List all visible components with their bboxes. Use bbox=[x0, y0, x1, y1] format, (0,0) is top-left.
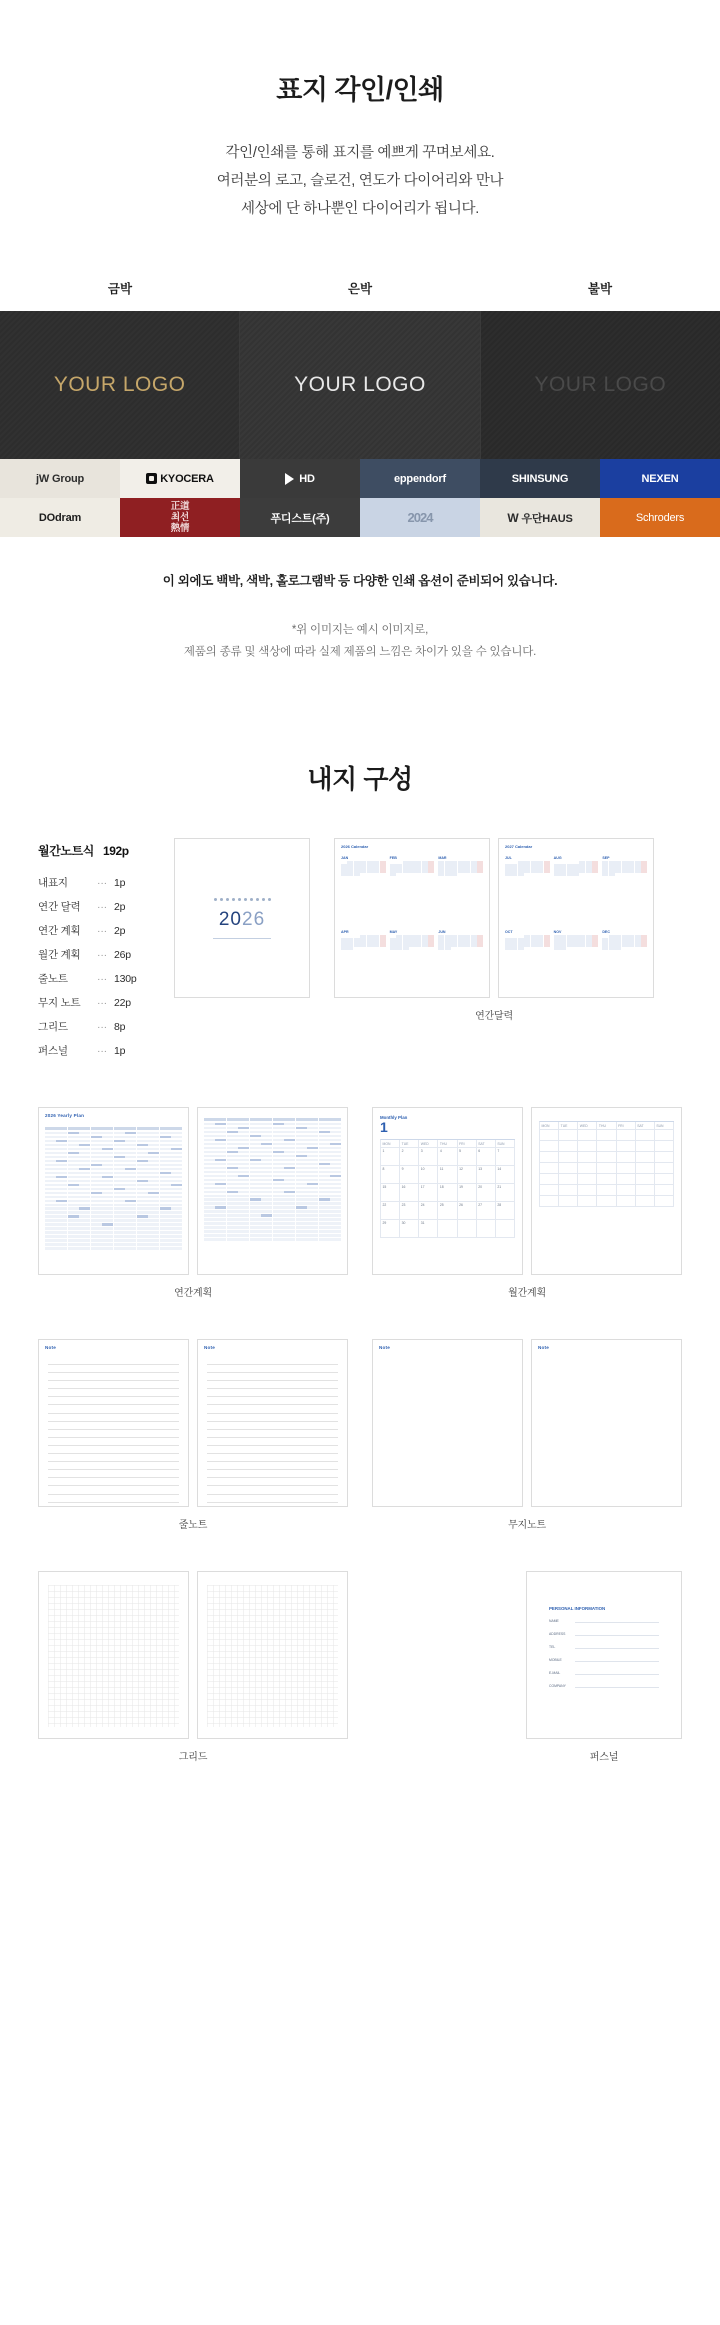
foil-label-silver: 은박 bbox=[347, 282, 373, 296]
inner-cover-content bbox=[175, 839, 309, 997]
monthly-calendar-grid-right bbox=[539, 1121, 674, 1207]
brand-logo-jw-group bbox=[0, 459, 120, 498]
preview-row-3 bbox=[38, 1339, 682, 1531]
preview-grid-note-left bbox=[38, 1571, 189, 1739]
section-inner-title: 내지 구성 bbox=[307, 764, 413, 794]
inner-cover-year-prefix: 20 bbox=[218, 908, 242, 930]
brand-logo-foodist bbox=[240, 498, 360, 537]
personal-field-row bbox=[549, 1632, 659, 1636]
brand-logo-dodram bbox=[0, 498, 120, 537]
brand-text-woodan: 우단HAUS bbox=[521, 512, 573, 525]
mini-month bbox=[505, 930, 550, 998]
foil-sample-gold bbox=[0, 311, 240, 459]
spec-row-dots: ··· bbox=[97, 1020, 107, 1033]
brand-sample-grid bbox=[0, 459, 720, 537]
preview-year-calendar-right bbox=[498, 838, 654, 998]
mini-month bbox=[554, 930, 599, 998]
spec-row-value: 2p bbox=[114, 924, 126, 937]
weekday-mon: MON bbox=[540, 1122, 559, 1130]
spec-row bbox=[38, 1019, 150, 1034]
preview-blank-note-left bbox=[372, 1339, 523, 1507]
preview-lined-note-right bbox=[197, 1339, 348, 1507]
preview-inner-cover bbox=[174, 838, 310, 998]
preview-personal-block bbox=[372, 1571, 682, 1763]
year-calendar-title-left: 2026 Calendar bbox=[341, 844, 369, 849]
mini-month-grid bbox=[390, 861, 435, 876]
personal-field-label: COMPANY bbox=[549, 1684, 566, 1688]
weekday-sat: SAT bbox=[477, 1140, 496, 1148]
preview-caption: 연간달력 bbox=[475, 1011, 513, 1022]
preview-monthly-plan-block bbox=[372, 1107, 682, 1299]
blank-note-title-right: Note bbox=[538, 1345, 550, 1350]
weekday-tue: TUE bbox=[559, 1122, 578, 1130]
mini-month-grid bbox=[438, 861, 483, 876]
mini-month-label: APR bbox=[341, 930, 349, 934]
weekday-sun: SUN bbox=[655, 1122, 674, 1130]
mini-month-grid bbox=[554, 935, 599, 950]
mini-month bbox=[554, 856, 599, 926]
weekday-fri: FRI bbox=[617, 1122, 636, 1130]
spec-row-dots: ··· bbox=[97, 948, 107, 961]
preview-caption: 그리드 bbox=[178, 1752, 208, 1763]
brand-logo-woodan-haus bbox=[480, 498, 600, 537]
monthly-week-row bbox=[540, 1163, 674, 1174]
spec-title-label: 월간노트식 bbox=[38, 844, 94, 858]
preview-blank-note-block bbox=[372, 1339, 682, 1531]
monthly-week-row bbox=[540, 1185, 674, 1196]
spec-row bbox=[38, 1043, 150, 1058]
monthly-weekday-header-row bbox=[540, 1122, 674, 1130]
annual-plan-title: 2026 Yearly Plan bbox=[45, 1113, 85, 1118]
decorative-dots-icon bbox=[214, 898, 271, 901]
mini-month bbox=[438, 930, 483, 998]
spec-row-value: 26p bbox=[114, 948, 131, 961]
spec-row-label: 무지 노트 bbox=[38, 997, 81, 1009]
inner-preview-grid bbox=[0, 796, 720, 1763]
spec-title bbox=[38, 842, 150, 859]
brand-text-nexen: NEXEN bbox=[641, 472, 679, 485]
annual-plan-table bbox=[39, 1118, 188, 1257]
woodan-w-icon: W bbox=[507, 510, 519, 525]
foil-label-black: 불박 bbox=[587, 282, 613, 296]
mini-month-grid bbox=[554, 861, 599, 876]
lined-note-rules-right bbox=[198, 1350, 347, 1507]
preview-caption: 연간계획 bbox=[174, 1288, 212, 1299]
mini-month-label: FEB bbox=[389, 856, 397, 860]
preview-blank-note-right bbox=[531, 1339, 682, 1507]
mini-month bbox=[341, 856, 386, 926]
mini-month-grid bbox=[505, 935, 550, 950]
spec-row-dots: ··· bbox=[97, 1044, 107, 1057]
section-cover-engraving bbox=[0, 0, 720, 663]
mini-month-grid bbox=[602, 861, 647, 876]
monthly-week-row: 15 16 17 18 19 20 21 bbox=[381, 1184, 515, 1202]
mini-month bbox=[505, 856, 550, 926]
spec-row-value: 1p bbox=[114, 876, 126, 889]
spec-row-label: 연간 계획 bbox=[38, 925, 81, 937]
preview-grid-note-right bbox=[197, 1571, 348, 1739]
preview-monthly-plan-left bbox=[372, 1107, 523, 1275]
preview-lined-note-block bbox=[38, 1339, 348, 1531]
preview-lined-note-spread bbox=[38, 1339, 348, 1507]
spec-row-label: 연간 달력 bbox=[38, 901, 81, 913]
brand-logo-eppendorf bbox=[360, 459, 480, 498]
preview-personal-page bbox=[526, 1571, 682, 1739]
year-calendar-months-left bbox=[335, 849, 489, 998]
brand-logo-kyocera bbox=[120, 459, 240, 498]
preview-monthly-plan-right bbox=[531, 1107, 682, 1275]
mini-month-label: JUN bbox=[438, 930, 446, 934]
mini-month-grid bbox=[341, 935, 386, 950]
mini-month-label: SEP bbox=[602, 856, 610, 860]
monthly-week-row: 8 9 10 11 12 13 14 bbox=[381, 1166, 515, 1184]
mini-month bbox=[390, 856, 435, 926]
preview-caption: 줄노트 bbox=[178, 1520, 208, 1531]
disclaimer-line-2: 제품의 종류 및 색상에 따라 실제 제품의 느낌은 차이가 있을 수 있습니다. bbox=[183, 646, 537, 658]
preview-lined-note-left bbox=[38, 1339, 189, 1507]
brand-logo-nexen bbox=[600, 459, 720, 498]
monthly-week-row bbox=[540, 1152, 674, 1163]
brand-logo-2024 bbox=[360, 498, 480, 537]
weekday-fri: FRI bbox=[458, 1140, 477, 1148]
personal-field-label: MOBILE bbox=[549, 1658, 562, 1662]
preview-caption: 월간계획 bbox=[508, 1288, 546, 1299]
section-cover-lead bbox=[0, 139, 720, 223]
inner-cover-year-suffix: 26 bbox=[242, 908, 266, 930]
brand-text-schroders: Schroders bbox=[635, 511, 685, 524]
mini-month bbox=[390, 930, 435, 998]
spec-row bbox=[38, 971, 150, 986]
brand-logo-jeongdo bbox=[120, 498, 240, 537]
foil-logo-text-black: YOUR LOGO bbox=[534, 373, 667, 396]
personal-field-label: E-MAIL bbox=[549, 1671, 561, 1675]
annual-plan-grid-right bbox=[204, 1118, 341, 1242]
brand-text-shinsung: SHINSUNG bbox=[511, 472, 569, 485]
brand-logo-shinsung bbox=[480, 459, 600, 498]
weekday-wed: WED bbox=[578, 1122, 597, 1130]
preview-grid-note-spread bbox=[38, 1571, 348, 1739]
preview-annual-plan-right bbox=[197, 1107, 348, 1275]
foil-label-row bbox=[0, 279, 720, 311]
spec-row-dots: ··· bbox=[97, 996, 107, 1009]
monthly-calendar-grid-left bbox=[380, 1139, 515, 1238]
monthly-plan-month-number: 1 bbox=[380, 1119, 388, 1135]
weekday-sun: SUN bbox=[496, 1140, 515, 1148]
mini-month bbox=[438, 856, 483, 926]
brand-text-foodist: 푸디스트(주) bbox=[270, 512, 330, 525]
mini-month-label: OCT bbox=[505, 930, 513, 934]
monthly-week-row bbox=[540, 1196, 674, 1207]
inner-cover-rule bbox=[213, 938, 271, 939]
spec-row-value: 8p bbox=[114, 1020, 126, 1033]
personal-field-row bbox=[549, 1645, 659, 1649]
spec-row-dots: ··· bbox=[97, 972, 107, 985]
blank-note-title-left: Note bbox=[379, 1345, 391, 1350]
foil-logo-text-gold: YOUR LOGO bbox=[53, 373, 186, 396]
preview-row-2 bbox=[38, 1107, 682, 1299]
spec-row-dots: ··· bbox=[97, 900, 107, 913]
mini-month-grid bbox=[390, 935, 435, 950]
mini-month-label: JUL bbox=[505, 856, 512, 860]
brand-text-eppendorf: eppendorf bbox=[394, 472, 446, 485]
brand-mark-jw: jW bbox=[35, 472, 50, 485]
monthly-week-row bbox=[540, 1174, 674, 1185]
preview-personal-spread bbox=[372, 1571, 682, 1739]
spec-row-label: 내표지 bbox=[38, 877, 68, 889]
mini-month bbox=[602, 856, 647, 926]
spec-row-value: 2p bbox=[114, 900, 126, 913]
foil-sample-band bbox=[0, 311, 720, 459]
preview-row-1 bbox=[38, 838, 682, 1067]
mini-month-label: JAN bbox=[341, 856, 349, 860]
mini-month-label: MAR bbox=[438, 856, 447, 860]
mini-month-label: DEC bbox=[602, 930, 610, 934]
mini-month-grid bbox=[505, 861, 550, 876]
mini-month-grid bbox=[438, 935, 483, 950]
section-cover-title: 표지 각인/인쇄 bbox=[276, 75, 444, 105]
monthly-week-row bbox=[540, 1141, 674, 1152]
lined-note-rules-left bbox=[39, 1350, 188, 1507]
brand-text-hd: HD bbox=[299, 472, 315, 485]
spec-row-value: 22p bbox=[114, 996, 131, 1009]
mini-month-grid bbox=[341, 861, 386, 876]
personal-field-row bbox=[549, 1658, 659, 1662]
preview-caption: 무지노트 bbox=[508, 1520, 546, 1531]
year-calendar-months-right bbox=[499, 849, 653, 998]
weekday-thu: THU bbox=[597, 1122, 616, 1130]
mini-month-label: MAY bbox=[389, 930, 398, 934]
personal-field-label: NAME bbox=[549, 1619, 559, 1623]
hd-triangle-icon bbox=[285, 473, 294, 485]
spec-row-label: 퍼스널 bbox=[38, 1045, 68, 1057]
spec-row-value: 1p bbox=[114, 1044, 126, 1057]
spec-row-label: 줄노트 bbox=[38, 973, 68, 985]
monthly-week-row: 29 30 31 bbox=[381, 1220, 515, 1238]
annual-plan-grid bbox=[45, 1127, 182, 1251]
monthly-week-row bbox=[540, 1130, 674, 1141]
monthly-week-row: 1 2 3 4 5 6 7 bbox=[381, 1148, 515, 1166]
brand-logo-hd bbox=[240, 459, 360, 498]
spec-total-pages: 192p bbox=[102, 844, 129, 858]
grid-note-pattern-right bbox=[207, 1585, 338, 1727]
preview-monthly-plan-spread bbox=[372, 1107, 682, 1275]
weekday-wed: WED bbox=[419, 1140, 438, 1148]
year-calendar-title-right: 2027 Calendar bbox=[505, 844, 533, 849]
preview-grid-note-block bbox=[38, 1571, 348, 1763]
print-options-note: 이 외에도 백박, 색박, 홀로그램박 등 다양한 인쇄 옵션이 준비되어 있습니다. bbox=[162, 574, 558, 588]
spec-row bbox=[38, 923, 150, 938]
brand-text-jeongdo-3: 熱情 bbox=[170, 523, 190, 534]
personal-field-row bbox=[549, 1619, 659, 1623]
brand-text-jeongdo-2: 최선 bbox=[171, 512, 189, 523]
annual-plan-table-right bbox=[198, 1108, 347, 1248]
spec-row-label: 그리드 bbox=[38, 1021, 68, 1033]
personal-field-row bbox=[549, 1684, 659, 1688]
personal-info-title: PERSONAL INFORMATION bbox=[549, 1606, 606, 1611]
foil-sample-silver bbox=[240, 311, 480, 459]
monthly-week-row: 22 23 24 25 26 27 28 bbox=[381, 1202, 515, 1220]
weekday-tue: TUE bbox=[400, 1140, 419, 1148]
personal-field-row bbox=[549, 1671, 659, 1675]
preview-year-calendar-spread bbox=[334, 838, 654, 998]
brand-text-dodram: DOdram bbox=[38, 511, 82, 524]
weekday-mon: MON bbox=[381, 1140, 400, 1148]
weekday-thu: THU bbox=[438, 1140, 457, 1148]
brand-text-2024: 2024 bbox=[407, 510, 433, 525]
spec-row bbox=[38, 995, 150, 1010]
foil-sample-black bbox=[481, 311, 720, 459]
personal-info-form bbox=[527, 1572, 681, 1731]
mini-month bbox=[341, 930, 386, 998]
spec-row-value: 130p bbox=[114, 972, 137, 985]
brand-text-jw: Group bbox=[52, 472, 85, 485]
foil-logo-text-silver: YOUR LOGO bbox=[294, 373, 426, 396]
spec-row bbox=[38, 947, 150, 962]
disclaimer-line-1: *위 이미지는 예시 이미지로, bbox=[291, 624, 429, 636]
weekday-sat: SAT bbox=[636, 1122, 655, 1130]
kyocera-mark-icon bbox=[146, 473, 157, 484]
monthly-plan-header bbox=[373, 1108, 522, 1137]
foil-label-gold: 금박 bbox=[107, 282, 133, 296]
mini-month-label: AUG bbox=[553, 856, 562, 860]
monthly-weekday-header-row bbox=[381, 1140, 515, 1148]
preview-year-calendar-left bbox=[334, 838, 490, 998]
mini-month-grid bbox=[602, 935, 647, 950]
lined-note-title-left: Note bbox=[45, 1345, 57, 1350]
preview-annual-plan-left bbox=[38, 1107, 189, 1275]
brand-logo-schroders bbox=[600, 498, 720, 537]
mini-month bbox=[602, 930, 647, 998]
spec-row-dots: ··· bbox=[97, 924, 107, 937]
personal-field-label: ADDRESS bbox=[549, 1632, 566, 1636]
personal-field-label: TEL bbox=[549, 1645, 556, 1649]
preview-blank-note-spread bbox=[372, 1339, 682, 1507]
lined-note-title-right: Note bbox=[204, 1345, 216, 1350]
lead-line-3: 세상에 단 하나뿐인 다이어리가 됩니다. bbox=[241, 201, 479, 217]
preview-year-calendar-block bbox=[334, 838, 654, 1022]
mini-month-label: NOV bbox=[553, 930, 562, 934]
brand-text-kyocera: KYOCERA bbox=[160, 472, 214, 485]
preview-annual-plan-block bbox=[38, 1107, 348, 1299]
disclaimer-note bbox=[0, 619, 720, 663]
spec-row bbox=[38, 899, 150, 914]
spec-row bbox=[38, 875, 150, 890]
grid-note-pattern-left bbox=[48, 1585, 179, 1727]
lead-line-2: 여러분의 로고, 슬로건, 연도가 다이어리와 만나 bbox=[216, 173, 504, 189]
spec-row-label: 월간 계획 bbox=[38, 949, 81, 961]
preview-annual-plan-spread bbox=[38, 1107, 348, 1275]
preview-caption: 퍼스널 bbox=[589, 1752, 619, 1763]
brand-text-jeongdo-1: 正道 bbox=[170, 501, 190, 512]
monthly-plan-title: Monthly Plan bbox=[380, 1115, 408, 1120]
lead-line-1: 각인/인쇄를 통해 표지를 예쁘게 꾸며보세요. bbox=[225, 145, 495, 161]
preview-inner-cover-block bbox=[174, 838, 310, 998]
preview-row-4 bbox=[38, 1571, 682, 1763]
monthly-plan-right-title bbox=[532, 1108, 681, 1113]
section-inner-pages bbox=[0, 759, 720, 1763]
spec-list bbox=[38, 838, 150, 1067]
spec-row-dots: ··· bbox=[97, 876, 107, 889]
inner-cover-year bbox=[219, 909, 265, 931]
